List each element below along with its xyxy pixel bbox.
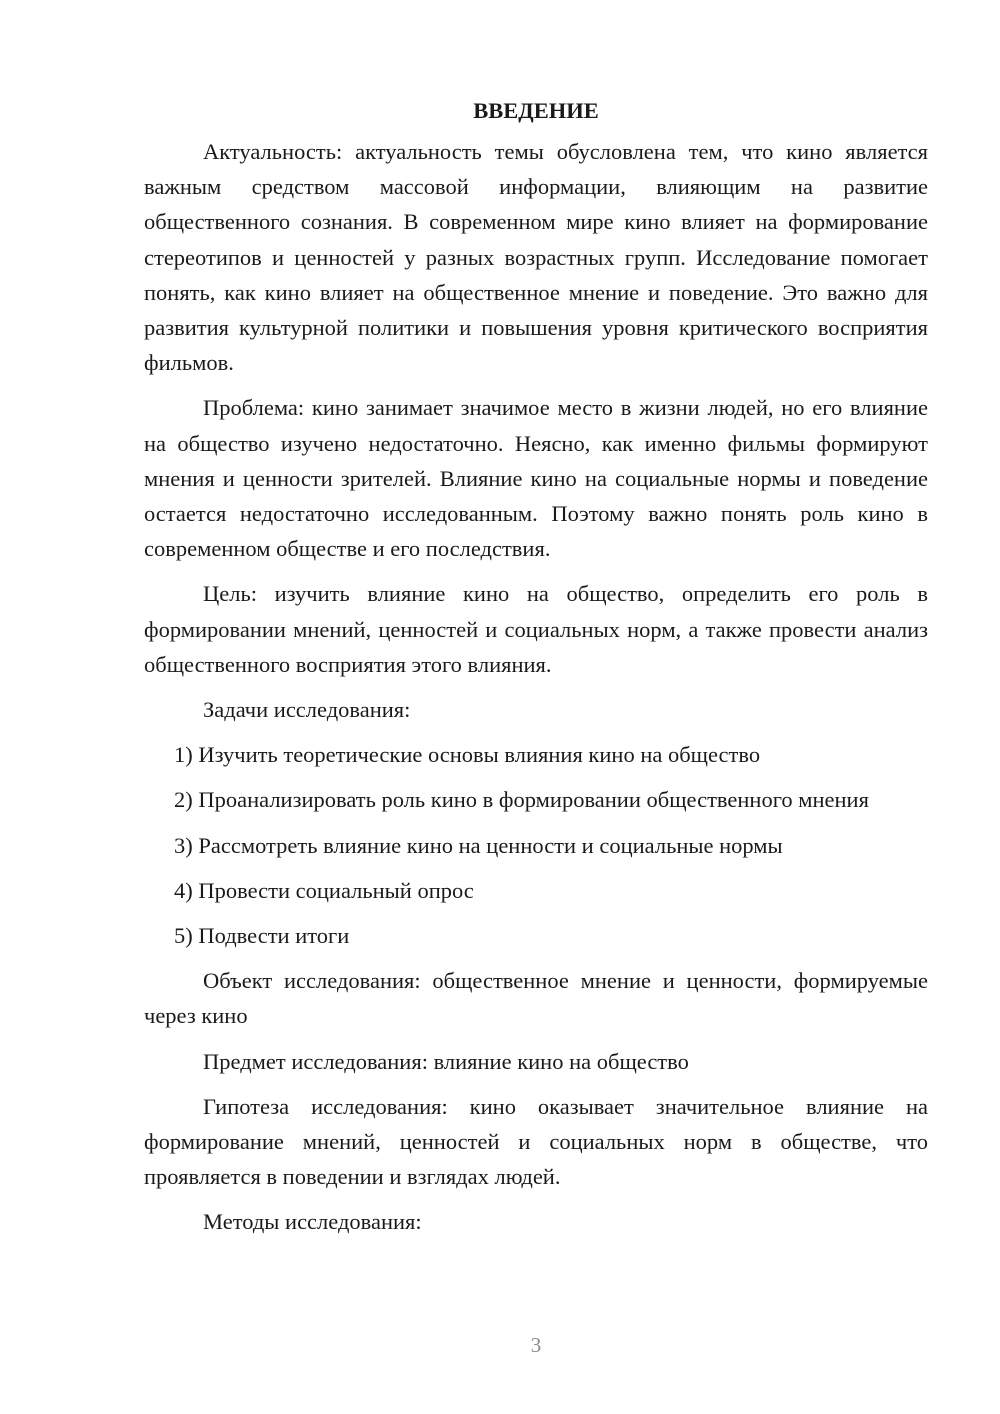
task-item: 1) Изучить теоретические основы влияния кино на общество [174,742,761,768]
tasks-list [144,737,928,953]
goal-paragraph: Цель: изучить влияние кино на общество, определить его роль в формировании мнений, ценностей и социальных норм, а также провести анализ общественного восприятия этого влияния. [144,581,928,677]
subject-paragraph: Предмет исследования: влияние кино на общество [203,1048,689,1074]
hypothesis-paragraph: Гипотеза исследования: кино оказывает значительное влияние на формирование мнений, ценностей и социальных норм в обществе, что проявляется в поведении и взглядах людей. [144,1093,928,1190]
problem-paragraph: Проблема: кино занимает значимое место в жизни людей, но его влияние на общество изучено недостаточно. Неясно, как именно фильмы формируют мнения и ценности зрителей. Влияние кино на социальные нормы и поведение остается недостаточно исследованным. Поэтому важно понять роль кино в современном обществе и его последствия. [144,395,928,562]
page-number: 3 [530,1333,542,1357]
section-heading: ВВЕДЕНИЕ [473,98,599,123]
task-item: 4) Провести социальный опрос [174,877,474,903]
task-item: 3) Рассмотреть влияние кино на ценности и социальные нормы [174,832,783,858]
page-body [144,96,928,1250]
task-item: 5) Подвести итоги [174,923,350,949]
methods-heading: Методы исследования: [203,1209,422,1235]
object-paragraph: Объект исследования: общественное мнение и ценности, формируемые через кино [144,968,928,1029]
task-item: 2) Проанализировать роль кино в формировании общественного мнения [174,787,869,813]
relevance-paragraph: Актуальность: актуальность темы обусловлена тем, что кино является важным средством массовой информации, влияющим на развитие общественного сознания. В современном мире кино влияет на формирование стереотипов и ценностей у разных возрастных групп. Исследование помогает понять, как кино влияет на общественное мнение и поведение. Это важно для развития культурной политики и повышения уровня критического восприятия фильмов. [144,139,928,376]
tasks-heading: Задачи исследования: [203,697,411,723]
